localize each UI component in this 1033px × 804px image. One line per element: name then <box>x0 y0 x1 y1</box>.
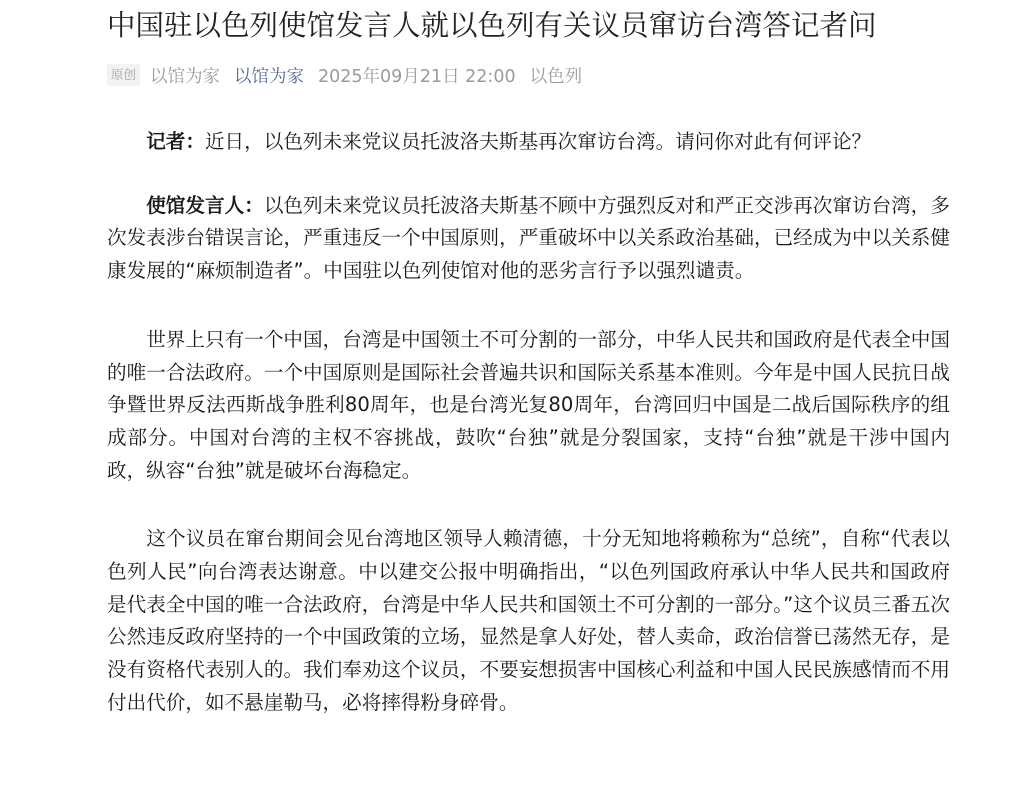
paragraph-text: 世界上只有一个中国，台湾是中国领土不可分割的一部分，中华人民共和国政府是代表全中国的唯一合法政府。一个中国原则是国际社会普遍共识和国际关系基本准则。今年是中国人民抗日战争暨世界反法西斯战争胜利80周年，也是台湾光复80周年，台湾回归中国是二战后国际秩序的组成部分。中国对台湾的主权不容挑战，鼓吹“台独”就是分裂国家，支持“台独”就是干涉中国内政，纵容“台独”就是破坏台海稳定。 <box>107 327 950 482</box>
paragraph-question <box>107 126 950 159</box>
publish-datetime: 2025年09月21日 22:00 <box>318 66 516 87</box>
paragraph-text: 近日，以色列未来党议员托波洛夫斯基再次窜访台湾。请问你对此有何评论？ <box>204 130 872 153</box>
paragraph-text: 以色列未来党议员托波洛夫斯基不顾中方强烈反对和严正交涉再次窜访台湾，多次发表涉台错误言论，严重违反一个中国原则，严重破坏中以关系政治基础，已经成为中以关系健康发展的“麻烦制造者”。中国驻以色列使馆对他的恶劣言行予以强烈谴责。 <box>107 193 951 283</box>
author-name: 以馆为家 <box>150 66 221 87</box>
article-meta <box>107 62 596 88</box>
original-badge: 原创 <box>107 64 140 86</box>
article-title: 中国驻以色列使馆发言人就以色列有关议员窜访台湾答记者问 <box>107 9 877 42</box>
paragraph-answer <box>107 190 950 288</box>
publish-location: 以色列 <box>529 66 583 87</box>
paragraph-one-china <box>107 324 950 488</box>
paragraph-text: 这个议员在窜台期间会见台湾地区领导人赖清德，十分无知地将赖称为“总统”，自称“代表以色列人民”向台湾表达谢意。中以建交公报中明确指出，“以色列国政府承认中华人民共和国政府是代表全中国的唯一合法政府，台湾是中华人民共和国领土不可分割的一部分。”这个议员三番五次公然违反政府坚持的一个中国政策的立场，显然是拿人好处，替人卖命，政治信誉已荡然无存，是没有资格代表别人的。我们奉劝这个议员，不要妄想损害中国核心利益和中国人民民族感情而不用付出代价，如不悬崖勒马，必将摔得粉身碎骨。 <box>107 527 950 714</box>
speaker-label: 记者： <box>146 130 205 153</box>
paragraph-legislator <box>107 523 950 719</box>
account-link[interactable]: 以馆为家 <box>234 66 305 87</box>
speaker-label: 使馆发言人： <box>146 193 264 217</box>
article-body <box>107 126 950 756</box>
